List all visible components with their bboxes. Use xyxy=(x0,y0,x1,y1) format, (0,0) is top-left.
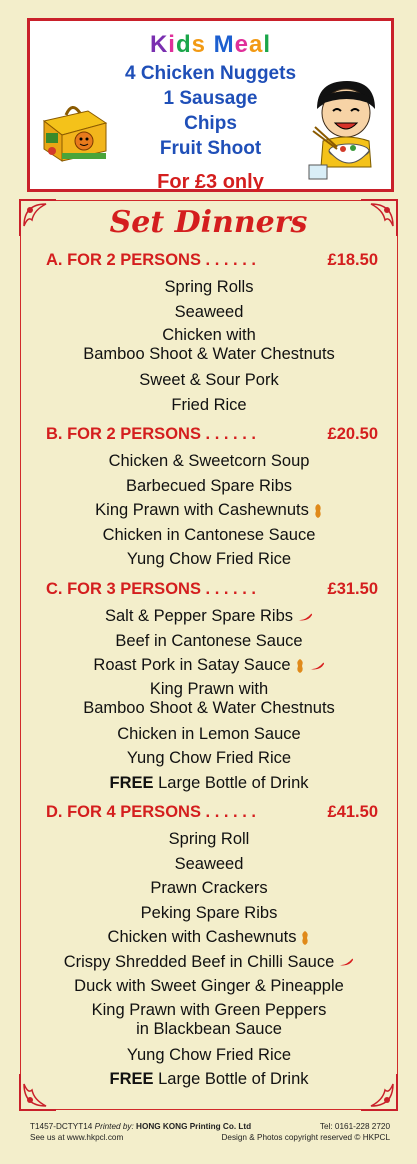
section-heading xyxy=(22,580,396,604)
printed-by-label: Printed by: xyxy=(94,1122,134,1131)
menu-item: Chicken in Lemon Sauce xyxy=(117,724,301,743)
kids-title-letter: e xyxy=(234,31,250,58)
menu-item-free-drink xyxy=(22,771,396,796)
section-price: £31.50 xyxy=(327,580,378,598)
menu-item-free-drink xyxy=(22,1067,396,1092)
kids-title-letter xyxy=(206,31,214,59)
menu-item: Chicken with Bamboo Shoot & Water Chestnuts xyxy=(83,326,335,363)
chilli-icon xyxy=(297,612,313,622)
kids-title-letter: i xyxy=(168,31,176,58)
kids-item-nuggets: 4 Chicken Nuggets xyxy=(124,63,297,84)
printer-footer xyxy=(30,1121,390,1143)
footer-line-1 xyxy=(30,1121,390,1132)
nut-icon xyxy=(300,930,310,946)
menu-item: Beef in Cantonese Sauce xyxy=(115,631,303,650)
copyright-notice: Design & Photos copyright reserved © HKPCL xyxy=(221,1133,390,1142)
printer-name: HONG KONG Printing Co. Ltd xyxy=(136,1122,252,1131)
nut-icon xyxy=(295,658,305,674)
section-price: £20.50 xyxy=(327,425,378,443)
kids-price: For £3 only xyxy=(157,171,264,193)
section-label: C. FOR 3 PERSONS . . . . . . xyxy=(46,580,256,598)
kids-item-chips: Chips xyxy=(184,113,237,134)
menu-item: King Prawn with Green Peppers in Blackbean Sauce xyxy=(91,1000,327,1038)
menu-item xyxy=(22,498,396,523)
kids-title-letter: d xyxy=(175,31,192,58)
section-price: £18.50 xyxy=(327,251,378,269)
section-price: £41.50 xyxy=(327,803,378,821)
kids-item-sausage: 1 Sausage xyxy=(163,88,258,109)
kids-title-letter: a xyxy=(249,31,264,58)
print-code: T1457-DCTYT14 xyxy=(30,1122,93,1131)
footer-line-2 xyxy=(30,1132,390,1143)
section-label: B. FOR 2 PERSONS . . . . . . xyxy=(46,425,256,443)
kids-title-letter: K xyxy=(149,31,169,58)
menu-item-text: Roast Pork in Satay Sauce xyxy=(93,656,291,674)
menu-item-text: Salt & Pepper Spare Ribs xyxy=(104,607,294,625)
section-label: A. FOR 2 PERSONS . . . . . . xyxy=(46,251,256,269)
free-drink-text: Large Bottle of Drink xyxy=(158,773,309,792)
menu-item: Chicken & Sweetcorn Soup xyxy=(108,452,310,470)
menu-item: Yung Chow Fried Rice xyxy=(126,749,292,767)
nut-icon xyxy=(313,503,323,519)
printer-website: See us at www.hkpcl.com xyxy=(30,1133,124,1142)
free-drink-text: Large Bottle of Drink xyxy=(158,1070,309,1088)
menu-item: King Prawn with Bamboo Shoot & Water Chestnuts xyxy=(83,679,335,717)
kids-item-fruit-shoot: Fruit Shoot xyxy=(159,138,262,159)
set-dinners-title: Set Dinners xyxy=(109,205,308,240)
section-heading xyxy=(22,251,396,275)
free-label: FREE xyxy=(109,1070,154,1088)
menu-item-text: King Prawn with Cashewnuts xyxy=(95,501,309,519)
set-section-a xyxy=(22,251,396,417)
menu-item: Fried Rice xyxy=(171,395,247,414)
set-section-c xyxy=(22,580,396,795)
kids-title-letter: s xyxy=(191,31,206,58)
menu-item: Seaweed xyxy=(174,854,244,873)
kids-title-letter: M xyxy=(213,31,235,58)
menu-item: Seaweed xyxy=(174,302,244,321)
section-label: D. FOR 4 PERSONS . . . . . . xyxy=(46,803,256,821)
section-heading xyxy=(22,803,396,827)
menu-item xyxy=(22,653,396,678)
kids-meal-title xyxy=(30,31,391,59)
chilli-icon xyxy=(309,661,325,671)
kids-meal-box xyxy=(27,18,394,192)
menu-item: Barbecued Spare Ribs xyxy=(125,476,292,495)
lunchbox-illustration xyxy=(36,93,116,163)
kids-title-letter: l xyxy=(263,31,272,58)
menu-item xyxy=(22,950,396,975)
menu-item: Duck with Sweet Ginger & Pineapple xyxy=(74,977,344,995)
boy-eating-illustration xyxy=(307,77,385,181)
free-label: FREE xyxy=(109,773,154,792)
set-section-b xyxy=(22,425,396,572)
menu-item: Yung Chow Fried Rice xyxy=(126,550,292,568)
set-section-d xyxy=(22,803,396,1092)
printer-phone: Tel: 0161-228 2720 xyxy=(319,1122,390,1131)
menu-item-text: Crispy Shredded Beef in Chilli Sauce xyxy=(63,952,335,971)
menu-item: Prawn Crackers xyxy=(150,879,268,897)
menu-item: Spring Roll xyxy=(168,830,250,848)
menu-item: Peking Spare Ribs xyxy=(140,903,278,922)
menu-item-text: Chicken with Cashewnuts xyxy=(107,928,297,946)
menu-item: Sweet & Sour Pork xyxy=(139,371,279,389)
menu-item: Chicken in Cantonese Sauce xyxy=(102,525,316,544)
menu-item: Yung Chow Fried Rice xyxy=(126,1045,292,1064)
menu-item xyxy=(22,925,396,950)
menu-item xyxy=(22,604,396,629)
section-heading xyxy=(22,425,396,449)
chilli-icon xyxy=(338,957,354,967)
menu-item: Spring Rolls xyxy=(164,278,254,296)
